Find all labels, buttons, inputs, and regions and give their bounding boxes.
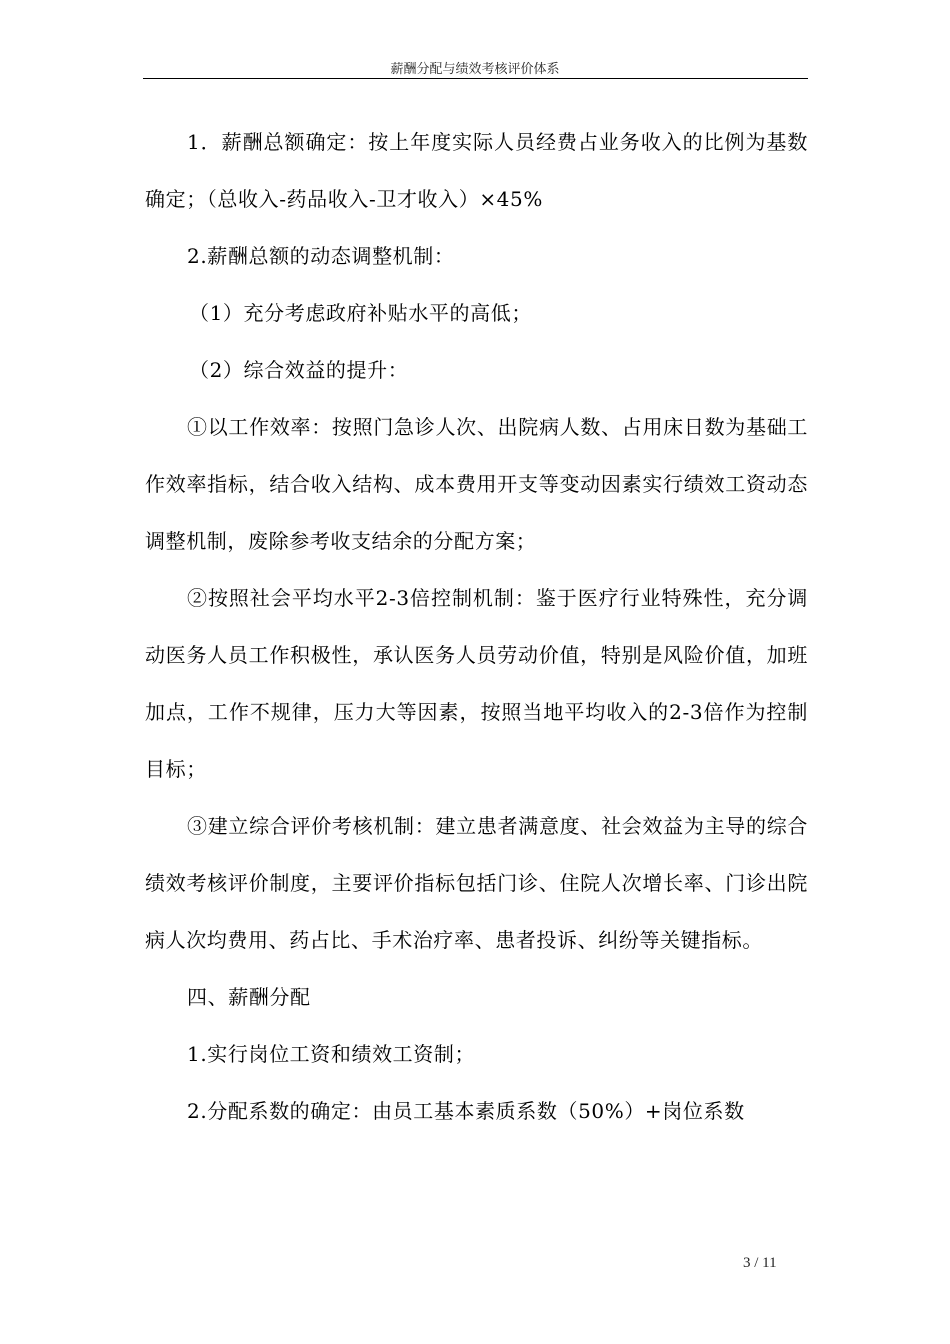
section-heading-salary-distribution: 四、薪酬分配 bbox=[187, 985, 311, 1009]
paragraph-work-efficiency: ①以工作效率：按照门急诊人次、出院病人数、占用床日数为基础工作效率指标，结合收入结构、成本费用开支等变动因素实行绩效工资动态调整机制，废除参考收支结余的分配方案； bbox=[145, 415, 808, 553]
paragraph-coefficient: 2.分配系数的确定：由员工基本素质系数（50%）+岗位系数 bbox=[187, 1099, 745, 1123]
header-divider bbox=[143, 78, 808, 79]
document-body bbox=[145, 114, 808, 1140]
paragraph-government-subsidy: （1）充分考虑政府补贴水平的高低； bbox=[189, 301, 532, 325]
page-number: 3 / 11 bbox=[743, 1255, 777, 1271]
paragraph-dynamic-adjustment: 2.薪酬总额的动态调整机制： bbox=[187, 244, 455, 268]
paragraph-position-pay: 1.实行岗位工资和绩效工资制； bbox=[187, 1042, 476, 1066]
running-header-title: 薪酬分配与绩效考核评价体系 bbox=[390, 62, 560, 77]
paragraph-evaluation-mechanism: ③建立综合评价考核机制：建立患者满意度、社会效益为主导的综合绩效考核评价制度，主要评价指标包括门诊、住院人次增长率、门诊出院病人次均费用、药占比、手术治疗率、患者投诉、纠纷等关键指标。 bbox=[145, 814, 808, 952]
paragraph-salary-total: 1．薪酬总额确定：按上年度实际人员经费占业务收入的比例为基数确定；（总收入-药品收入-卫才收入）×45% bbox=[145, 130, 808, 211]
paragraph-social-average: ②按照社会平均水平2-3倍控制机制：鉴于医疗行业特殊性，充分调动医务人员工作积极性，承认医务人员劳动价值，特别是风险价值，加班加点，工作不规律，压力大等因素，按照当地平均收入的2-3倍作为控制目标； bbox=[145, 586, 808, 781]
paragraph-overall-benefit: （2）综合效益的提升： bbox=[189, 358, 409, 382]
